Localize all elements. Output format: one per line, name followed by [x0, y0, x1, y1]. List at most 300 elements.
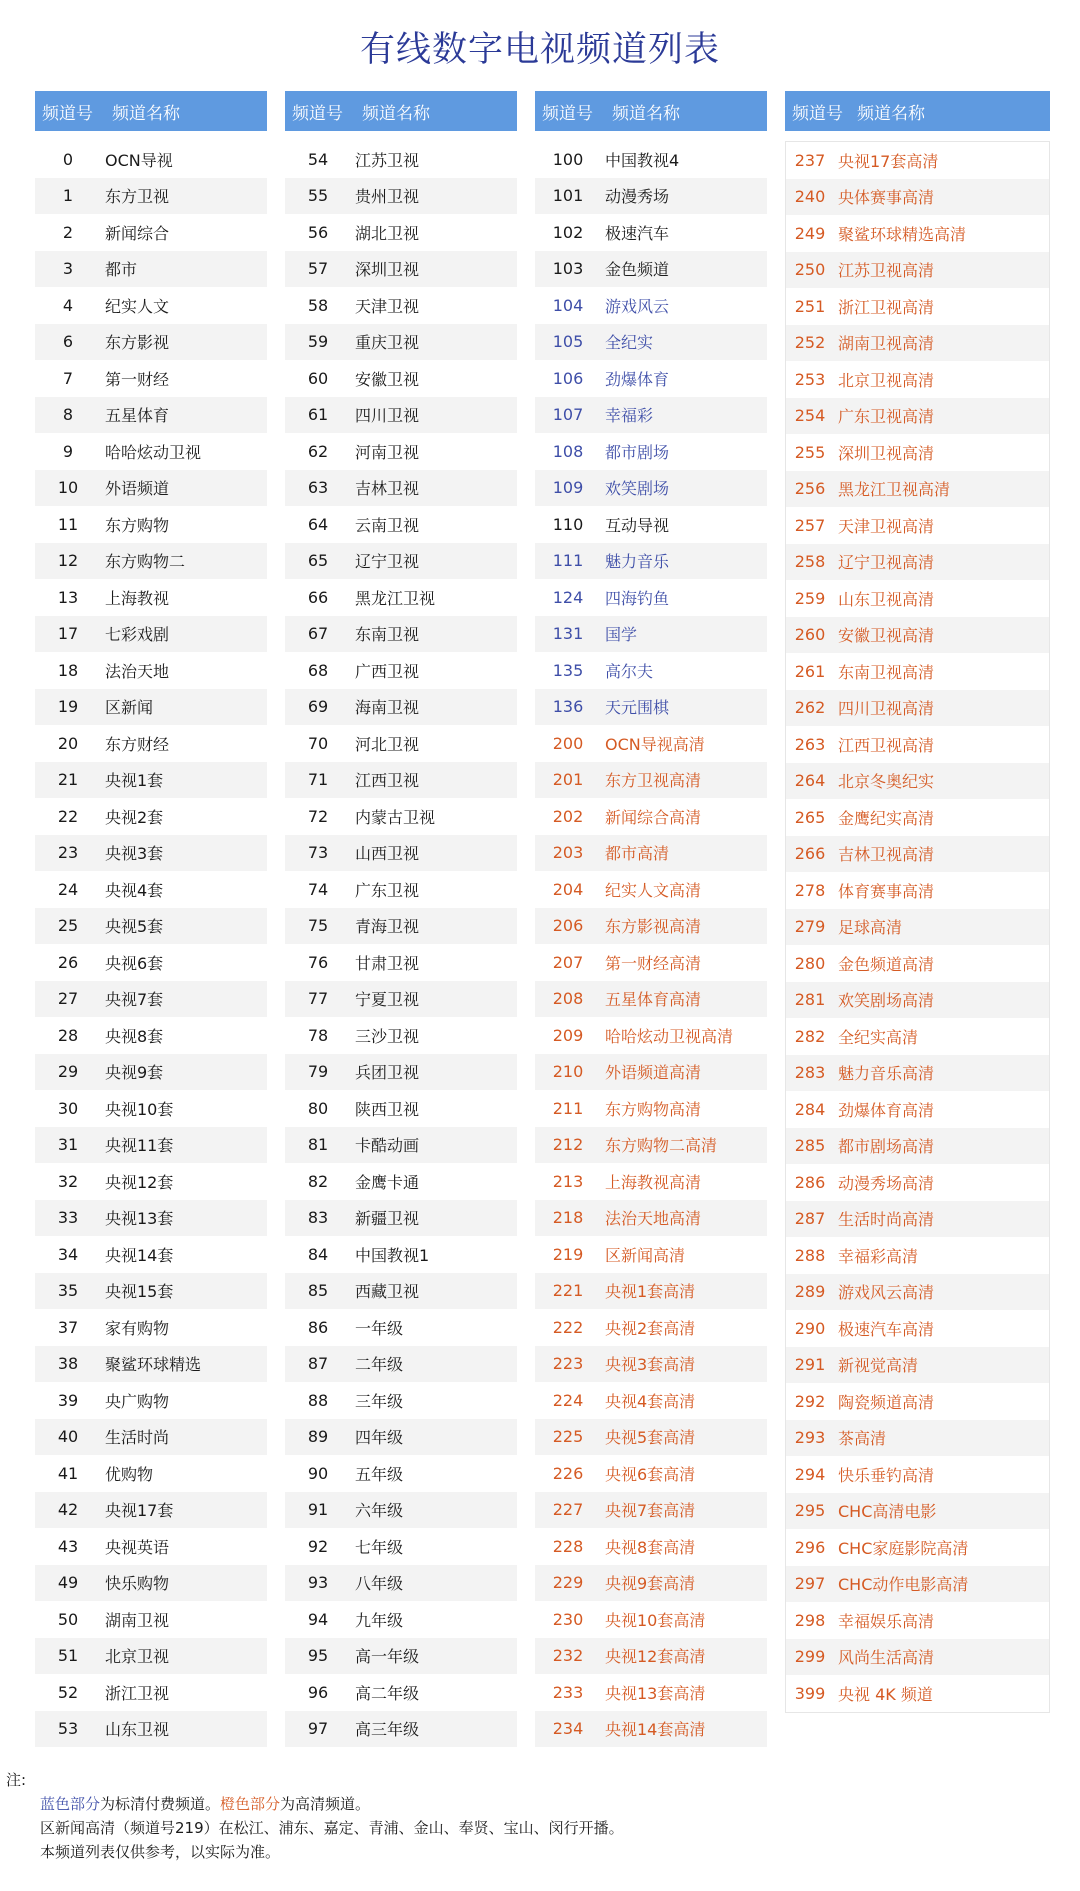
legend-orange-desc: 为高清频道。: [280, 1795, 371, 1813]
channel-name: 央视13套高清: [605, 1683, 706, 1703]
channel-row: [786, 398, 1049, 435]
channel-name: 北京冬奥纪实: [838, 772, 935, 792]
channel-name: 湖南卫视: [105, 1610, 170, 1630]
channel-name: 生活时尚: [105, 1428, 170, 1448]
channel-row: [535, 251, 767, 288]
channel-name: 天津卫视: [355, 296, 420, 316]
channel-name: CHC动作电影高清: [838, 1575, 969, 1595]
channel-row: [285, 324, 517, 361]
channel-name: 新视觉高清: [838, 1356, 919, 1376]
channel-row: [535, 214, 767, 251]
channel-name: 央视7套高清: [605, 1501, 696, 1521]
channel-row: [285, 1200, 517, 1237]
channel-row: [285, 652, 517, 689]
channel-row: [535, 1565, 767, 1602]
channel-number: 23: [57, 843, 79, 863]
channel-name: 劲爆体育高清: [838, 1100, 935, 1120]
channel-name: 贵州卫视: [355, 187, 420, 207]
notes-line-2: 区新闻高清（频道号219）在松江、浦东、嘉定、青浦、金山、奉贤、宝山、闵行开播。: [40, 1819, 624, 1837]
channel-row: [35, 178, 267, 215]
channel-number: 32: [57, 1171, 79, 1191]
channel-name: 辽宁卫视: [355, 552, 420, 572]
channel-name: 五年级: [355, 1464, 404, 1484]
channel-row: [285, 798, 517, 835]
channel-row: [786, 252, 1049, 289]
channel-row: [285, 1419, 517, 1456]
channel-number: 10: [57, 478, 79, 498]
channel-number: 108: [552, 441, 584, 461]
channel-name: 央视2套: [105, 807, 164, 827]
channel-name: 五星体育高清: [605, 990, 702, 1010]
channel-name: 央视5套高清: [605, 1428, 696, 1448]
channel-number: 207: [552, 952, 584, 972]
channel-row: [535, 141, 767, 178]
channel-row: [786, 325, 1049, 362]
channel-row: [786, 544, 1049, 581]
channel-name: 央视3套高清: [605, 1355, 696, 1375]
legend-orange-part: 橙色部分: [220, 1795, 281, 1813]
channel-row: [786, 690, 1049, 727]
channel-row: [35, 1054, 267, 1091]
channel-row: [35, 1492, 267, 1529]
channel-row: [285, 1601, 517, 1638]
channel-row: [535, 1309, 767, 1346]
channel-row: [786, 617, 1049, 654]
channel-row: [535, 1346, 767, 1383]
channel-number: 40: [57, 1427, 79, 1447]
channel-number: 33: [57, 1208, 79, 1228]
channel-row: [35, 725, 267, 762]
channel-row: [535, 1492, 767, 1529]
channel-name: 四川卫视高清: [838, 699, 935, 719]
channel-name: 山西卫视: [355, 844, 420, 864]
channel-row: [285, 1455, 517, 1492]
channel-number: 282: [794, 1026, 826, 1046]
channel-row: [35, 397, 267, 434]
channel-row: [535, 616, 767, 653]
channel-name: 卡酷动画: [355, 1136, 420, 1156]
channel-number: 61: [307, 405, 329, 425]
channel-row: [285, 944, 517, 981]
page-title: 有线数字电视频道列表: [359, 30, 720, 70]
channel-name: 央视13套: [105, 1209, 174, 1229]
channel-name: 央视 4K 频道: [838, 1684, 933, 1704]
channel-name: 纪实人文: [105, 296, 170, 316]
channel-number: 83: [307, 1208, 329, 1228]
channel-number: 50: [57, 1609, 79, 1629]
channel-row: [285, 762, 517, 799]
channel-name: 法治天地: [105, 661, 170, 681]
channel-name: 法治天地高清: [605, 1209, 702, 1229]
channel-name: 东方财经: [105, 734, 170, 754]
channel-name: 山东卫视高清: [838, 589, 935, 609]
channel-row: [786, 1383, 1049, 1420]
channel-number: 67: [307, 624, 329, 644]
channel-name: 央视15套: [105, 1282, 174, 1302]
channel-number: 103: [552, 259, 584, 279]
channel-number: 9: [62, 441, 74, 461]
channel-row: [535, 762, 767, 799]
channel-name: 东方卫视: [105, 187, 170, 207]
channel-name: 东方影视高清: [605, 917, 702, 937]
channel-name: 外语频道: [105, 479, 170, 499]
channel-name: 聚鲨环球精选高清: [838, 224, 967, 244]
channel-name: 广西卫视: [355, 661, 420, 681]
channel-number: 77: [307, 989, 329, 1009]
channel-name: 央视英语: [105, 1537, 170, 1557]
channel-number: 221: [552, 1281, 584, 1301]
channel-row: [786, 1529, 1049, 1566]
channel-number: 1: [62, 186, 74, 206]
channel-name: 五星体育: [105, 406, 170, 426]
channel-row: [786, 179, 1049, 216]
channel-number: 80: [307, 1098, 329, 1118]
channel-row: [786, 1675, 1049, 1712]
channel-row: [35, 1419, 267, 1456]
channel-name: 央视1套高清: [605, 1282, 696, 1302]
channel-number: 11: [57, 514, 79, 534]
channel-number: 135: [552, 660, 584, 680]
channel-number: 251: [794, 296, 826, 316]
channel-row: [786, 142, 1049, 179]
channel-name: 幸福彩: [605, 406, 654, 426]
channel-number: 259: [794, 588, 826, 608]
channel-number: 79: [307, 1062, 329, 1082]
header-channel-number: 频道号: [42, 103, 93, 124]
channel-number: 68: [307, 660, 329, 680]
channel-number: 19: [57, 697, 79, 717]
channel-name: 优购物: [105, 1464, 154, 1484]
channel-name: 央视10套高清: [605, 1610, 706, 1630]
channel-number: 38: [57, 1354, 79, 1374]
channel-row: [35, 324, 267, 361]
channel-number: 281: [794, 990, 826, 1010]
channel-row: [35, 1346, 267, 1383]
channel-row: [285, 1638, 517, 1675]
channel-row: [35, 1273, 267, 1310]
channel-row: [535, 543, 767, 580]
channel-number: 226: [552, 1463, 584, 1483]
channel-row: [535, 1163, 767, 1200]
channel-name: 安徽卫视高清: [838, 626, 935, 646]
channel-name: OCN导视高清: [605, 734, 705, 754]
channel-name: 央视8套高清: [605, 1537, 696, 1557]
channel-row: [535, 1455, 767, 1492]
channel-name: 金鹰卡通: [355, 1172, 420, 1192]
channel-row: [786, 799, 1049, 836]
channel-name: 吉林卫视: [355, 479, 420, 499]
channel-row: [285, 835, 517, 872]
channel-number: 279: [794, 917, 826, 937]
channel-row: [35, 579, 267, 616]
channel-row: [786, 1091, 1049, 1128]
channel-row: [285, 579, 517, 616]
channel-number: 213: [552, 1171, 584, 1191]
channel-name: 互动导视: [605, 515, 670, 535]
channel-name: 江苏卫视高清: [838, 261, 935, 281]
channel-name: 天津卫视高清: [838, 516, 935, 536]
channel-row: [535, 835, 767, 872]
channel-name: 聚鲨环球精选: [105, 1355, 202, 1375]
channel-number: 71: [307, 770, 329, 790]
channel-name: 山东卫视: [105, 1720, 170, 1740]
channel-number: 17: [57, 624, 79, 644]
channel-number: 73: [307, 843, 329, 863]
channel-row: [786, 215, 1049, 252]
channel-row: [285, 1309, 517, 1346]
channel-number: 106: [552, 368, 584, 388]
channel-number: 53: [57, 1719, 79, 1739]
channel-number: 8: [62, 405, 74, 425]
channel-row: [786, 726, 1049, 763]
header-channel-number: 频道号: [292, 103, 343, 124]
channel-name: 东方购物二: [105, 552, 186, 572]
channel-row: [786, 1201, 1049, 1238]
channel-number: 206: [552, 916, 584, 936]
notes-line-3: 本频道列表仅供参考，以实际为准。: [40, 1843, 281, 1861]
channel-number: 13: [57, 587, 79, 607]
channel-number: 90: [307, 1463, 329, 1483]
channel-number: 64: [307, 514, 329, 534]
channel-row: [285, 1711, 517, 1748]
channel-row: [786, 1274, 1049, 1311]
channel-number: 30: [57, 1098, 79, 1118]
channel-list: [535, 141, 767, 1747]
channel-row: [786, 580, 1049, 617]
channel-column-2: [285, 91, 517, 1747]
channel-name: 吉林卫视高清: [838, 845, 935, 865]
channel-name: 国学: [605, 625, 638, 645]
channel-name: 生活时尚高清: [838, 1210, 935, 1230]
channel-name: 浙江卫视: [105, 1683, 170, 1703]
channel-row: [535, 689, 767, 726]
channel-number: 261: [794, 661, 826, 681]
channel-list: [785, 141, 1050, 1713]
channel-list: [285, 141, 517, 1747]
channel-number: 94: [307, 1609, 329, 1629]
channel-row: [535, 1273, 767, 1310]
channel-number: 18: [57, 660, 79, 680]
column-header: [285, 91, 517, 131]
channel-row: [535, 1711, 767, 1748]
channel-row: [786, 763, 1049, 800]
channel-row: [535, 360, 767, 397]
channel-number: 75: [307, 916, 329, 936]
channel-name: 风尚生活高清: [838, 1648, 935, 1668]
channel-name: 高一年级: [355, 1647, 420, 1667]
channel-name: 辽宁卫视高清: [838, 553, 935, 573]
channel-number: 69: [307, 697, 329, 717]
channel-number: 49: [57, 1573, 79, 1593]
channel-name: 三沙卫视: [355, 1026, 420, 1046]
channel-row: [535, 725, 767, 762]
channel-row: [35, 871, 267, 908]
channel-row: [285, 287, 517, 324]
channel-number: 209: [552, 1025, 584, 1045]
channel-number: 88: [307, 1390, 329, 1410]
channel-number: 211: [552, 1098, 584, 1118]
channel-number: 74: [307, 879, 329, 899]
channel-number: 104: [552, 295, 584, 315]
channel-number: 81: [307, 1135, 329, 1155]
channel-number: 91: [307, 1500, 329, 1520]
channel-number: 250: [794, 260, 826, 280]
channel-name: 极速汽车: [605, 223, 670, 243]
channel-name: 幸福彩高清: [838, 1246, 919, 1266]
channel-name: 江苏卫视: [355, 150, 420, 170]
channel-number: 222: [552, 1317, 584, 1337]
channel-row: [35, 835, 267, 872]
channel-number: 249: [794, 223, 826, 243]
channel-row: [35, 1382, 267, 1419]
channel-number: 29: [57, 1062, 79, 1082]
channel-row: [35, 944, 267, 981]
channel-name: 区新闻高清: [605, 1245, 686, 1265]
channel-number: 257: [794, 515, 826, 535]
channel-name: 央视11套: [105, 1136, 174, 1156]
channel-name: 游戏风云: [605, 296, 670, 316]
channel-row: [535, 470, 767, 507]
channel-number: 93: [307, 1573, 329, 1593]
channel-number: 78: [307, 1025, 329, 1045]
channel-row: [285, 1528, 517, 1565]
channel-row: [35, 1200, 267, 1237]
channel-row: [35, 762, 267, 799]
channel-name: 央视4套: [105, 880, 164, 900]
header-channel-name: 频道名称: [112, 103, 180, 124]
channel-name: 金色频道: [605, 260, 670, 280]
channel-row: [786, 1493, 1049, 1530]
channel-name: 兵团卫视: [355, 1063, 420, 1083]
channel-row: [535, 324, 767, 361]
channel-number: 223: [552, 1354, 584, 1374]
channel-name: 一年级: [355, 1318, 404, 1338]
channel-name: 重庆卫视: [355, 333, 420, 353]
channel-name: 七彩戏剧: [105, 625, 170, 645]
channel-number: 260: [794, 625, 826, 645]
channel-name: 九年级: [355, 1610, 404, 1630]
channel-name: 外语频道高清: [605, 1063, 702, 1083]
channel-number: 20: [57, 733, 79, 753]
channel-name: 河南卫视: [355, 442, 420, 462]
channel-number: 290: [794, 1318, 826, 1338]
channel-number: 97: [307, 1719, 329, 1739]
channel-number: 299: [794, 1647, 826, 1667]
channel-number: 54: [307, 149, 329, 169]
channel-name: 高尔夫: [605, 661, 654, 681]
channel-name: 央视1套: [105, 771, 164, 791]
channel-number: 37: [57, 1317, 79, 1337]
channel-name: 央视17套: [105, 1501, 174, 1521]
channel-name: 深圳卫视: [355, 260, 420, 280]
channel-name: 东南卫视高清: [838, 662, 935, 682]
channel-number: 59: [307, 332, 329, 352]
column-header: [35, 91, 267, 131]
channel-name: 深圳卫视高清: [838, 443, 935, 463]
channel-number: 233: [552, 1682, 584, 1702]
channel-name: 新闻综合高清: [605, 807, 702, 827]
channel-number: 55: [307, 186, 329, 206]
channel-number: 34: [57, 1244, 79, 1264]
channel-name: 都市高清: [605, 844, 670, 864]
channel-name: 央视6套: [105, 953, 164, 973]
channel-column-1: [35, 91, 267, 1747]
channel-row: [535, 1419, 767, 1456]
channel-name: 广东卫视高清: [838, 407, 935, 427]
channel-row: [35, 1638, 267, 1675]
channel-name: 东方影视: [105, 333, 170, 353]
channel-number: 89: [307, 1427, 329, 1447]
channel-row: [535, 981, 767, 1018]
channel-row: [786, 1128, 1049, 1165]
channel-number: 204: [552, 879, 584, 899]
channel-row: [285, 616, 517, 653]
channel-number: 3: [62, 259, 74, 279]
channel-name: 北京卫视: [105, 1647, 170, 1667]
channel-row: [535, 908, 767, 945]
channel-row: [35, 1017, 267, 1054]
channel-row: [285, 1090, 517, 1127]
channel-row: [285, 725, 517, 762]
channel-name: 区新闻: [105, 698, 154, 718]
channel-row: [35, 908, 267, 945]
legend-blue-desc: 为标清付费频道。: [100, 1795, 221, 1813]
channel-name: 央视8套: [105, 1026, 164, 1046]
channel-row: [35, 470, 267, 507]
channel-row: [35, 543, 267, 580]
channel-number: 399: [794, 1683, 826, 1703]
channel-name: 江西卫视: [355, 771, 420, 791]
channel-row: [285, 1163, 517, 1200]
channel-row: [285, 433, 517, 470]
channel-number: 26: [57, 952, 79, 972]
channel-number: 84: [307, 1244, 329, 1264]
channel-number: 265: [794, 807, 826, 827]
channel-row: [35, 1455, 267, 1492]
channel-number: 6: [62, 332, 74, 352]
channel-row: [535, 871, 767, 908]
channel-name: 湖南卫视高清: [838, 334, 935, 354]
header-channel-number: 频道号: [792, 103, 843, 124]
channel-number: 227: [552, 1500, 584, 1520]
channel-row: [786, 471, 1049, 508]
channel-number: 43: [57, 1536, 79, 1556]
channel-number: 224: [552, 1390, 584, 1410]
channel-name: 黑龙江卫视高清: [838, 480, 951, 500]
channel-row: [535, 798, 767, 835]
channel-number: 208: [552, 989, 584, 1009]
channel-name: 青海卫视: [355, 917, 420, 937]
channel-name: 央视5套: [105, 917, 164, 937]
channel-number: 262: [794, 698, 826, 718]
channel-name: 魅力音乐高清: [838, 1064, 935, 1084]
channel-number: 87: [307, 1354, 329, 1374]
legend-blue-part: 蓝色部分: [40, 1795, 101, 1813]
channel-row: [786, 982, 1049, 1019]
channel-row: [35, 141, 267, 178]
channel-row: [535, 1601, 767, 1638]
channel-name: 极速汽车高清: [838, 1319, 935, 1339]
channel-row: [786, 434, 1049, 471]
channel-number: 66: [307, 587, 329, 607]
channel-row: [35, 1236, 267, 1273]
channel-number: 76: [307, 952, 329, 972]
channel-row: [35, 1711, 267, 1748]
channel-number: 218: [552, 1208, 584, 1228]
channel-number: 72: [307, 806, 329, 826]
channel-name: 快乐垂钓高清: [838, 1465, 935, 1485]
channel-row: [535, 1674, 767, 1711]
